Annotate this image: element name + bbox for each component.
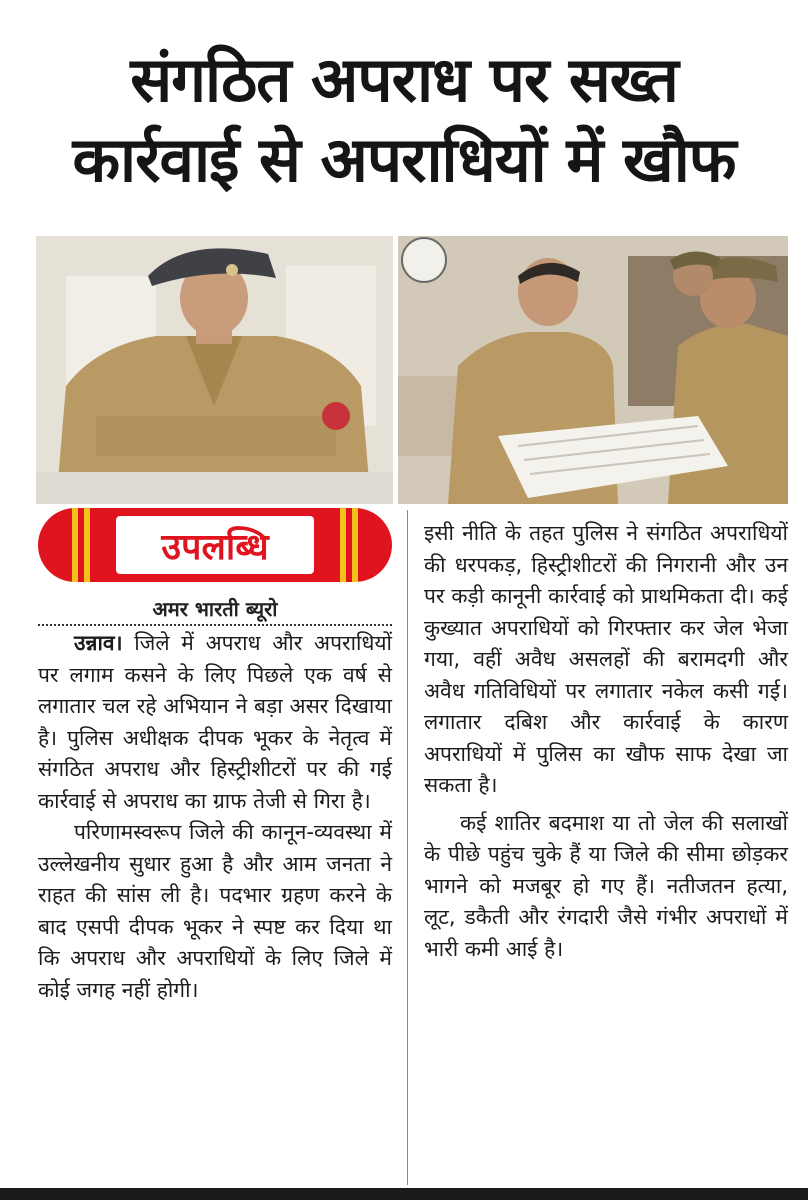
- dateline: उन्नाव।: [74, 631, 123, 655]
- article-paragraph: कई शातिर बदमाश या तो जेल की सलाखों के पीछे पहुंच चुके हैं या जिले की सीमा छोड़कर भागने को मजबूर हो गए हैं। नतीजतन हत्या, लूट, डकैती और रंगदारी जैसे गंभीर अपराधों में भारी कमी आई है।: [424, 810, 788, 961]
- badge-label-box: [116, 516, 314, 574]
- dotted-divider: [38, 624, 392, 626]
- column-divider: [407, 510, 408, 1185]
- badge-label: उपलब्धि: [161, 526, 269, 568]
- badge-stripe: [84, 508, 90, 582]
- article-paragraph: परिणामस्वरूप जिले की कानून-व्यवस्था में उल्लेखनीय सुधार हुआ है और आम जनता ने राहत की सांस ली है। पदभार ग्रहण करने के बाद एसपी दीपक भूकर ने स्पष्ट कर दिया था कि अपराध और अपराधियों के लिए जिले में कोई जगह नहीं होगी।: [38, 820, 392, 1002]
- headline-line-2: कार्रवाई से अपराधियों में खौफ: [72, 123, 736, 196]
- photo-officers-reviewing-records: [398, 236, 788, 504]
- article-paragraph: इसी नीति के तहत पुलिस ने संगठित अपराधियों की धरपकड़, हिस्ट्रीशीटरों की निगरानी और उन पर कड़ी कानूनी कार्रवाई को प्राथमिकता दी। कई कुख्यात अपराधियों को गिरफ्तार कर जेल भेजा गया, वहीं अवैध असलहों की बरामदगी और अवैध गतिविधियों पर लगातार नकेल कसी गई। लगातार दबिश और कार्रवाई के कारण अपराधियों में पुलिस का खौफ साफ देखा जा सकता है।: [424, 521, 788, 797]
- category-badge: [38, 508, 392, 582]
- photo-officer-portrait: [36, 236, 393, 504]
- paragraph-text: जिले में अपराध और अपराधियों पर लगाम कसने के लिए पिछले एक वर्ष से लगातार चल रहे अभियान ने बड़ा असर दिखाया है। पुलिस अधीक्षक दीपक भूकर के नेतृत्व में संगठित अपराध और हिस्ट्रीशीटरों पर की गई कार्रवाई से अपराध का ग्राफ तेजी से गिरा है।: [38, 631, 392, 813]
- bottom-rule: [0, 1188, 808, 1200]
- badge-stripe: [72, 508, 78, 582]
- headline-line-1: संगठित अपराध पर सख्त: [130, 43, 678, 116]
- byline: अमर भारती ब्यूरो: [152, 597, 278, 621]
- article-column-left: [38, 628, 392, 1006]
- headline: [0, 40, 808, 200]
- article-paragraph: [38, 628, 392, 817]
- badge-stripe: [352, 508, 358, 582]
- article-column-right: [424, 518, 788, 965]
- badge-stripe: [340, 508, 346, 582]
